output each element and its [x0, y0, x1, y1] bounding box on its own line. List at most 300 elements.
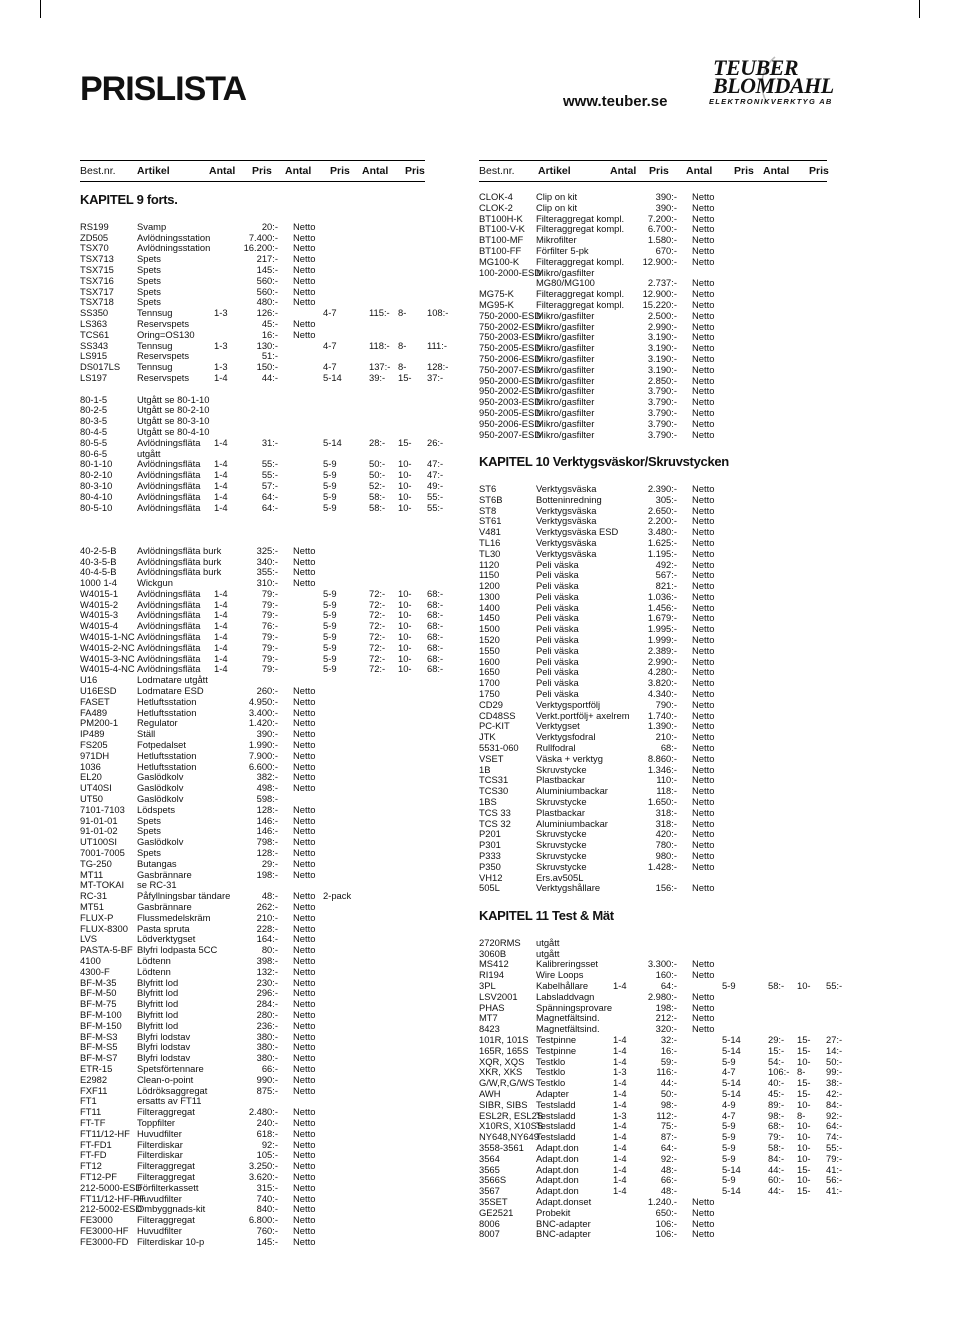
- item-name: Spets: [137, 274, 161, 286]
- table-row: [479, 1003, 829, 1014]
- price-tier-3: 47:-: [427, 458, 444, 470]
- item-name: Avlödningsfläta: [137, 652, 201, 664]
- table-row: [80, 490, 444, 503]
- website-link[interactable]: www.teuber.se: [563, 93, 668, 110]
- qty-tier-3: 10-: [797, 1098, 811, 1110]
- table-row: [479, 419, 829, 430]
- table-row: [80, 319, 425, 330]
- item-name: Mikro/gasfilter: [536, 374, 595, 386]
- item-code: 80-4-10: [80, 490, 113, 502]
- item-code: 1200: [479, 580, 500, 592]
- item-code: 1450: [479, 612, 500, 624]
- qty-tier-3: 8-: [398, 307, 407, 319]
- table-row: [479, 560, 829, 571]
- price-tier-1: 2.980:-: [647, 990, 677, 1002]
- price-note: Netto: [293, 998, 316, 1010]
- price-note: Netto: [692, 493, 715, 505]
- item-name: Plastbackar: [536, 806, 585, 818]
- item-code: P333: [479, 850, 501, 862]
- item-code: ST8: [479, 504, 497, 516]
- item-code: 80-2-10: [80, 469, 113, 481]
- item-code: 5531-060: [479, 742, 519, 754]
- price-tier-1: 1.456:-: [647, 601, 677, 613]
- price-tier-2: 44:-: [768, 1185, 785, 1197]
- item-code: PM200-1: [80, 717, 119, 729]
- qty-tier-1: 1-3: [214, 307, 228, 319]
- item-name: Clean-o-point: [137, 1073, 194, 1085]
- price-tier-1: 118:-: [656, 785, 677, 797]
- item-code: BF-M-100: [80, 1008, 122, 1020]
- price-tier-2: 28:-: [369, 436, 386, 448]
- item-code: 950-2003-ESD: [479, 396, 542, 408]
- price-tier-1: 164:-: [256, 933, 278, 945]
- price-note: Netto: [293, 954, 316, 966]
- price-note: Netto: [293, 1030, 316, 1042]
- qty-tier-2: 5-9: [722, 1120, 736, 1132]
- qty-tier-2: 5-9: [323, 587, 337, 599]
- item-name: Peli väska: [536, 612, 579, 624]
- price-note: Netto: [293, 1019, 316, 1031]
- price-note: Netto: [692, 309, 715, 321]
- item-code: 1BS: [479, 796, 497, 808]
- price-tier-3: 41:-: [826, 1185, 843, 1197]
- item-name: Peli väska: [536, 590, 579, 602]
- price-note: Netto: [692, 763, 715, 775]
- item-name: Mikro/gasfilter: [536, 396, 595, 408]
- item-name: Spets: [137, 847, 161, 859]
- price-note: Netto: [692, 839, 715, 851]
- price-note: Netto: [293, 274, 316, 286]
- item-code: ST61: [479, 515, 502, 527]
- item-name: Filterdiskar: [137, 1149, 183, 1161]
- qty-tier-1: 1-4: [613, 1131, 627, 1143]
- price-note: Netto: [692, 990, 715, 1002]
- price-tier-1: 980:-: [655, 850, 677, 862]
- header-antal-3: Antal: [763, 165, 790, 177]
- item-name: Mikro/gasfilter: [536, 428, 595, 440]
- qty-tier-3: 15-: [797, 1077, 811, 1089]
- price-note: Netto: [692, 655, 715, 667]
- qty-tier-1: 1-4: [214, 663, 228, 675]
- table-row: [80, 276, 425, 287]
- price-tier-1: 75:-: [660, 1120, 677, 1132]
- price-note: Netto: [692, 298, 715, 310]
- item-name: Gaslödkolv: [137, 782, 184, 794]
- table-row: [80, 999, 425, 1010]
- qty-tier-2: 5-14: [323, 371, 342, 383]
- price-note: Netto: [293, 771, 316, 783]
- item-code: 8006: [479, 1217, 500, 1229]
- item-name: Skruvstycke: [536, 763, 587, 775]
- price-note: Netto: [293, 296, 316, 308]
- price-note: Netto: [692, 417, 715, 429]
- item-code: LVS: [80, 933, 98, 945]
- qty-tier-3: 10-: [398, 641, 412, 653]
- price-note: Netto: [293, 1052, 316, 1064]
- item-name: Testsladd: [536, 1131, 576, 1143]
- spacer: [80, 211, 425, 222]
- item-name: Peli väska: [536, 677, 579, 689]
- item-code: 971DH: [80, 749, 110, 761]
- table-row: [80, 902, 425, 913]
- price-note: Netto: [293, 803, 316, 815]
- price-tier-1: 340:-: [256, 555, 278, 567]
- qty-tier-3: 10-: [398, 587, 412, 599]
- item-name: Spets: [137, 253, 161, 265]
- table-row: [80, 1021, 425, 1032]
- item-name: Testpinne: [536, 1033, 577, 1045]
- price-tier-2: 52:-: [369, 479, 386, 491]
- price-tier-1: 64:-: [660, 1141, 677, 1153]
- item-name: Pasta spruta: [137, 922, 190, 934]
- table-row: [80, 416, 425, 427]
- item-name: Aluminiumbackar: [536, 785, 608, 797]
- table-row: [479, 1219, 829, 1230]
- price-tier-3: 128:-: [427, 361, 449, 373]
- item-name: Toppfilter: [137, 1116, 176, 1128]
- item-code: FT12: [80, 1160, 102, 1172]
- header-pris-2: Pris: [734, 165, 754, 177]
- price-tier-3: 68:-: [427, 663, 444, 675]
- item-name: Utgått se 80-2-10: [137, 404, 210, 416]
- price-note: Netto: [692, 1023, 715, 1035]
- price-note: Netto: [293, 220, 316, 232]
- price-tier-1: 320:-: [655, 1023, 677, 1035]
- item-name: Blyfri lodpasta 5CC: [137, 944, 218, 956]
- table-row: [80, 891, 425, 902]
- price-note: Netto: [692, 1228, 715, 1240]
- table-header-left: [80, 160, 425, 182]
- table-row: [80, 546, 425, 557]
- price-tier-1: 1.390:-: [647, 720, 677, 732]
- price-note: Netto: [692, 1012, 715, 1024]
- item-code: 91-01-02: [80, 825, 118, 837]
- price-tier-1: 3.400:-: [248, 706, 278, 718]
- item-name: Gasbrännare: [137, 901, 192, 912]
- item-code: BF-M-75: [80, 998, 117, 1010]
- item-code: MS412: [479, 958, 509, 970]
- price-note: Netto: [692, 331, 715, 343]
- price-tier-1: 240:-: [256, 1116, 278, 1128]
- price-tier-1: 3.190:-: [647, 363, 677, 375]
- qty-tier-3: 8-: [797, 1109, 806, 1121]
- item-code: GE2521: [479, 1206, 514, 1218]
- price-note: Netto: [692, 536, 715, 548]
- price-tier-1: 3.790:-: [647, 417, 677, 429]
- qty-tier-2: 5-9: [323, 458, 337, 470]
- price-tier-2: 72:-: [369, 663, 386, 675]
- price-tier-1: 79:-: [261, 609, 278, 621]
- price-note: Netto: [293, 717, 316, 729]
- item-name: Mikro/gasfilter: [536, 417, 595, 429]
- price-tier-1: 64:-: [660, 979, 677, 991]
- item-code: 950-2007-ESD: [479, 428, 542, 440]
- price-tier-2: 72:-: [369, 641, 386, 653]
- item-code: FLUX-8300: [80, 922, 128, 934]
- item-name: Lodmatare ESD: [137, 685, 204, 697]
- qty-tier-1: 1-4: [214, 501, 228, 513]
- price-note: Netto: [293, 1073, 316, 1085]
- price-tier-1: 3.790:-: [647, 385, 677, 397]
- item-code: SS350: [80, 307, 109, 319]
- item-name: Verktygsväska: [536, 547, 597, 559]
- table-row: [80, 967, 425, 978]
- item-name: Avlödningsfläta burk: [137, 555, 222, 567]
- item-code: ST6: [479, 482, 497, 494]
- item-name: Peli väska: [536, 634, 579, 646]
- item-name: Lodmatare utgått: [137, 674, 208, 686]
- price-tier-2: 40:-: [768, 1077, 785, 1089]
- table-row: [479, 235, 829, 246]
- item-code: 3564: [479, 1152, 500, 1164]
- header-antal-2: Antal: [285, 165, 312, 177]
- item-code: MT-TOKAI: [80, 879, 125, 891]
- price-tier-1: 380:-: [256, 1030, 278, 1042]
- item-name: Adapt.don: [536, 1174, 579, 1186]
- price-note: Netto: [293, 1041, 316, 1053]
- item-code: 3558-3561: [479, 1141, 524, 1153]
- qty-tier-3: 10-: [797, 1174, 811, 1186]
- item-code: TSX715: [80, 263, 114, 275]
- price-tier-1: 821:-: [655, 580, 677, 592]
- item-code: 80-5-10: [80, 501, 113, 513]
- item-name: Ställ: [137, 728, 156, 740]
- qty-tier-1: 1-4: [214, 479, 228, 491]
- item-code: TCS30: [479, 785, 509, 797]
- price-note: Netto: [692, 374, 715, 386]
- qty-tier-1: 1-4: [214, 587, 228, 599]
- price-tier-2: 72:-: [369, 620, 386, 632]
- item-name: Skruvstycke: [536, 839, 587, 851]
- item-name: Avlödningsfläta burk: [137, 544, 222, 556]
- price-note: Netto: [692, 515, 715, 527]
- item-code: LS197: [80, 371, 108, 383]
- price-tier-2: 44:-: [768, 1163, 785, 1175]
- price-note: Netto: [293, 760, 316, 772]
- price-tier-1: 50:-: [660, 1087, 677, 1099]
- qty-tier-1: 1-4: [214, 620, 228, 632]
- spacer: [80, 513, 425, 524]
- item-name: Testsladd: [536, 1098, 576, 1110]
- price-tier-1: 20:-: [261, 220, 278, 232]
- price-tier-1: 598:-: [256, 793, 278, 805]
- spacer: [80, 524, 425, 535]
- table-row: [80, 870, 425, 881]
- item-name: ersatts av FT11: [137, 1095, 202, 1107]
- item-code: CD48SS: [479, 709, 516, 721]
- item-code: SIBR, SIBS: [479, 1098, 528, 1110]
- item-code: TCS 32: [479, 817, 511, 829]
- item-name: Spets: [137, 825, 161, 837]
- item-code: FE3000: [80, 1214, 113, 1226]
- table-row: [80, 1237, 425, 1248]
- item-name: Regulator: [137, 717, 178, 729]
- table-row: [80, 1118, 425, 1129]
- qty-tier-3: 10-: [398, 631, 412, 643]
- price-note: Netto: [293, 1181, 316, 1193]
- price-tier-1: 7.400:-: [248, 231, 278, 243]
- item-code: RI194: [479, 969, 505, 981]
- qty-tier-1: 1-4: [613, 1044, 627, 1056]
- qty-tier-3: 15-: [797, 1163, 811, 1175]
- price-tier-1: 1.580:-: [647, 234, 677, 246]
- item-code: BT100H-K: [479, 212, 523, 224]
- item-code: TSX717: [80, 285, 114, 297]
- item-name: Peli väska: [536, 655, 579, 667]
- price-note: Netto: [692, 774, 715, 786]
- price-note: Netto: [692, 504, 715, 516]
- table-row: [80, 567, 425, 578]
- item-name: Tennsug: [137, 307, 173, 319]
- item-name: Gaslödkolv: [137, 836, 184, 848]
- price-note: Netto: [293, 263, 316, 275]
- qty-tier-2: 5-9: [323, 469, 337, 481]
- price-note: Netto: [692, 752, 715, 764]
- header-antal-1: Antal: [209, 165, 236, 177]
- table-row: [479, 765, 829, 776]
- item-name: BNC-adapter: [536, 1217, 591, 1229]
- item-code: FXF11: [80, 1084, 108, 1096]
- qty-tier-1: 1-4: [214, 436, 228, 448]
- price-note: Netto: [692, 817, 715, 829]
- item-code: 8007: [479, 1228, 500, 1240]
- qty-tier-2: 4-9: [722, 1098, 736, 1110]
- price-tier-1: 236:-: [256, 1019, 278, 1031]
- table-row: [80, 794, 425, 805]
- price-note: Netto: [293, 1138, 316, 1150]
- table-row: [80, 1032, 425, 1043]
- item-name: Blyfritt lod: [137, 987, 179, 999]
- item-name: Testklo: [536, 1077, 566, 1089]
- table-row: [80, 557, 425, 568]
- price-tier-2: 39:-: [369, 371, 386, 383]
- price-tier-2: 50:-: [369, 469, 386, 481]
- price-tier-3: 68:-: [427, 609, 444, 621]
- table-row: [80, 371, 444, 384]
- item-name: Avlödningsfläta: [137, 663, 201, 675]
- price-tier-1: 12.900:-: [642, 288, 677, 300]
- logo-line-3: ELEKTRONIKVERKTYG AB: [709, 97, 833, 106]
- item-code: VSET: [479, 752, 504, 764]
- table-row: [479, 192, 829, 203]
- item-name: Adapter: [536, 1087, 569, 1099]
- item-code: 80-1-10: [80, 458, 113, 470]
- item-code: BF-M-S3: [80, 1030, 118, 1042]
- price-note: Netto: [293, 231, 316, 243]
- price-note: Netto: [692, 482, 715, 494]
- price-note: Netto: [293, 976, 316, 988]
- price-tier-1: 280:-: [256, 1008, 278, 1020]
- item-name: Huvudfilter: [137, 1127, 182, 1139]
- item-code: RC-31: [80, 890, 108, 902]
- item-name: Testsladd: [536, 1109, 576, 1121]
- qty-tier-1: 1-3: [214, 361, 228, 373]
- table-row: [80, 1226, 425, 1237]
- item-name: Verktygset: [536, 720, 580, 732]
- item-name: Skruvstycke: [536, 860, 587, 872]
- header-bestnr: Best.nr.: [80, 165, 116, 177]
- price-tier-1: 79:-: [261, 641, 278, 653]
- price-tier-1: 55:-: [261, 458, 278, 470]
- price-tier-1: 1.240.-: [647, 1195, 677, 1207]
- price-note: Netto: [692, 244, 715, 256]
- table-row: [479, 484, 829, 495]
- table-row: [80, 1140, 425, 1151]
- item-code: PASTA-5-BF: [80, 944, 133, 956]
- qty-tier-1: 1-4: [613, 979, 627, 991]
- price-note: Netto: [692, 601, 715, 613]
- price-note: Netto: [692, 277, 715, 289]
- price-note: Netto: [293, 965, 316, 977]
- table-row: [80, 762, 425, 773]
- table-row: [80, 924, 425, 935]
- item-code: BT100-MF: [479, 234, 524, 246]
- price-tier-1: 1.999:-: [647, 634, 677, 646]
- table-row: [80, 663, 444, 675]
- item-code: UT50: [80, 793, 103, 805]
- item-code: FT11/12-HF-PF: [80, 1192, 145, 1204]
- price-tier-1: 390:-: [655, 201, 677, 213]
- price-note: Netto: [692, 1195, 715, 1207]
- price-note: Netto: [293, 739, 316, 751]
- price-note: Netto: [293, 868, 316, 880]
- item-code: BF-M-35: [80, 976, 117, 988]
- price-tier-2: 115:-: [369, 307, 390, 319]
- price-tier-1: 7.900:-: [248, 749, 278, 761]
- price-tier-1: 650:-: [655, 1206, 677, 1218]
- qty-tier-3: 8-: [398, 361, 407, 373]
- price-tier-3: 56:-: [826, 1174, 843, 1186]
- item-code: FE3000-HF: [80, 1224, 129, 1236]
- item-code: W4015-3: [80, 609, 119, 621]
- item-name: Svamp: [137, 220, 167, 232]
- price-tier-1: 1.346:-: [647, 763, 677, 775]
- price-note: Netto: [293, 1235, 316, 1247]
- item-code: 80-3-5: [80, 415, 108, 427]
- item-code: 1650: [479, 666, 500, 678]
- item-code: P301: [479, 839, 501, 851]
- item-code: TSX70: [80, 242, 109, 254]
- item-code: FT-TF: [80, 1116, 106, 1128]
- price-note: Netto: [293, 685, 316, 697]
- price-note: Netto: [692, 969, 715, 981]
- qty-tier-2: 5-9: [722, 1152, 736, 1164]
- price-tier-1: 146:-: [256, 825, 278, 837]
- item-code: VH12: [479, 871, 503, 883]
- item-code: 4300-F: [80, 965, 110, 977]
- price-tier-3: 74:-: [826, 1131, 843, 1143]
- item-code: 750-2003-ESD: [479, 331, 542, 343]
- price-tier-1: 160:-: [655, 969, 677, 981]
- item-name: Botteninredning: [536, 493, 602, 505]
- price-note: Netto: [692, 363, 715, 375]
- price-tier-1: 560:-: [256, 274, 278, 286]
- item-code: DS017LS: [80, 361, 121, 373]
- item-code: TSX718: [80, 296, 114, 308]
- price-tier-1: 92:-: [261, 1138, 278, 1150]
- price-tier-1: 126:-: [256, 307, 278, 319]
- item-name: Hetluftsstation: [137, 749, 197, 761]
- item-name: Verktygsväska: [536, 515, 597, 527]
- item-name: Mikro/gasfilter: [536, 342, 595, 354]
- item-code: 80-3-10: [80, 479, 113, 491]
- item-name: Peli väska: [536, 569, 579, 581]
- qty-tier-1: 1-4: [214, 631, 228, 643]
- table-row: [80, 307, 449, 319]
- table-row: [479, 808, 829, 819]
- price-tier-1: 16:-: [261, 328, 278, 340]
- qty-tier-1: 1-4: [214, 652, 228, 664]
